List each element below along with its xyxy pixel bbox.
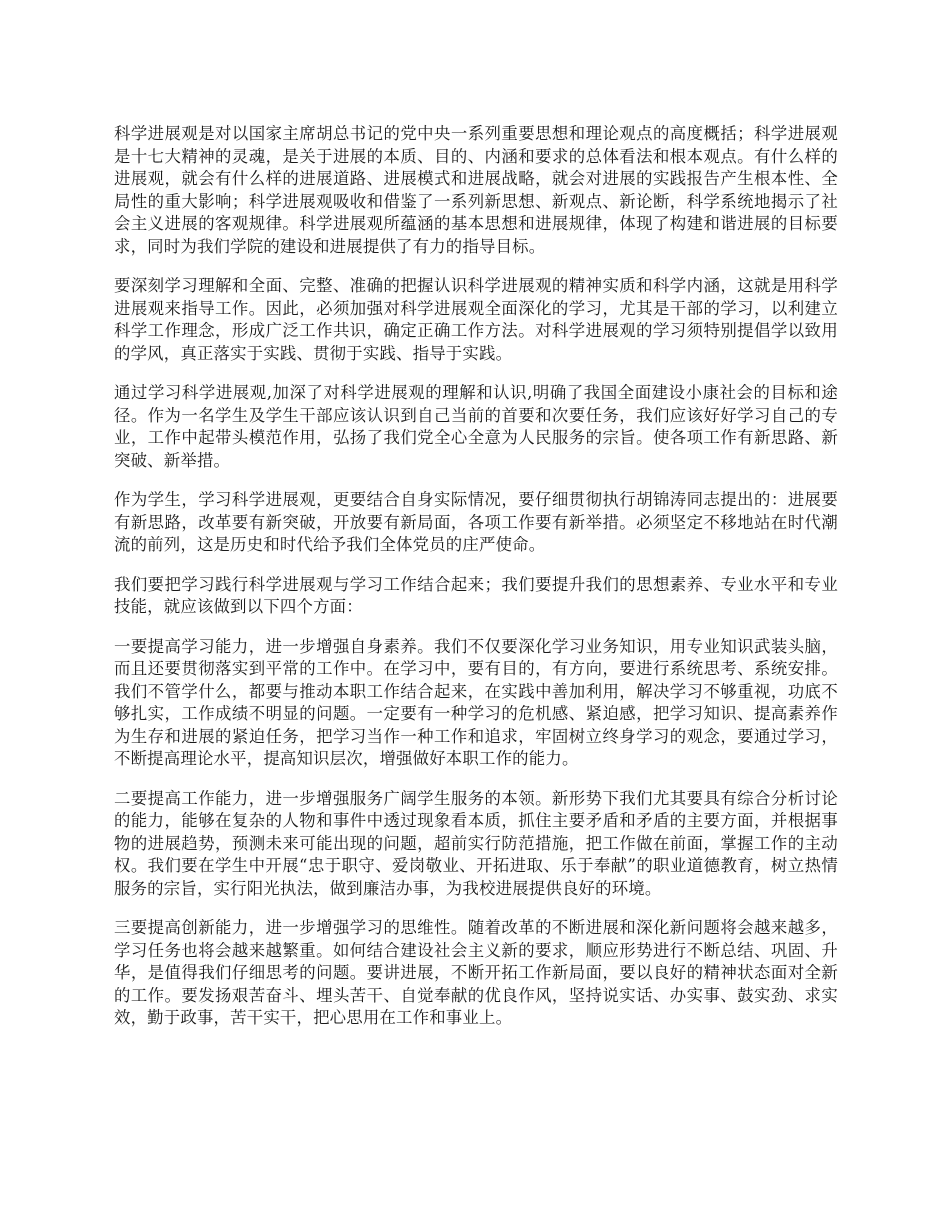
paragraph-2: 要深刻学习理解和全面、完整、准确的把握认识科学进展观的精神实质和科学内涵，这就是用科学进展观来指导工作。因此，必须加强对科学进展观全面深化的学习，尤其是干部的学习，以利建立科学工作理念，形成广泛工作共识，确定正确工作方法。对科学进展观的学习须特别提倡学以致用的学风，真正落实于实践、贯彻于实践、指导于实践。	[114, 276, 838, 363]
paragraph-5: 我们要把学习践行科学进展观与学习工作结合起来；我们要提升我们的思想素养、专业水平和专业技能，就应该做到以下四个方面：	[114, 574, 838, 616]
document-body	[114, 123, 838, 1030]
paragraph-8: 三要提高创新能力，进一步增强学习的思维性。随着改革的不断进展和深化新问题将会越来越多，学习任务也将会越来越繁重。如何结合建设社会主义新的要求，顺应形势进行不断总结、巩固、升华，是值得我们仔细思考的问题。要讲进展，不断开拓工作新局面，要以良好的精神状态面对全新的工作。要发扬艰苦奋斗、埋头苦干、自觉奉献的优良作风，坚持说实话、办实事、鼓实劲、求实效，勤于政事，苦干实干，把心思用在工作和事业上。	[114, 918, 838, 1027]
paragraph-4: 作为学生，学习科学进展观，更要结合自身实际情况，要仔细贯彻执行胡锦涛同志提出的：进展要有新思路，改革要有新突破，开放要有新局面，各项工作要有新举措。必须坚定不移地站在时代潮流的前列，这是历史和时代给予我们全体党员的庄严使命。	[114, 490, 838, 554]
paragraph-7: 二要提高工作能力，进一步增强服务广阔学生服务的本领。新形势下我们尤其要具有综合分析讨论的能力，能够在复杂的人物和事件中透过现象看本质，抓住主要矛盾和矛盾的主要方面，并根据事物的进展趋势，预测未来可能出现的问题，超前实行防范措施，把工作做在前面，掌握工作的主动权。我们要在学生中开展“忠于职守、爱岗敬业、开拓进取、乐于奉献”的职业道德教育，树立热情服务的宗旨，实行阳光执法，做到廉洁办事，为我校进展提供良好的环境。	[114, 788, 838, 898]
paragraph-3: 通过学习科学进展观,加深了对科学进展观的理解和认识,明确了我国全面建设小康社会的目标和途径。作为一名学生及学生干部应该认识到自己当前的首要和次要任务，我们应该好好学习自己的专业，工作中起带头模范作用，弘扬了我们党全心全意为人民服务的宗旨。使各项工作有新思路、新突破、新举措。	[114, 383, 838, 470]
paragraph-1: 科学进展观是对以国家主席胡总书记的党中央一系列重要思想和理论观点的高度概括；科学进展观是十七大精神的灵魂，是关于进展的本质、目的、内涵和要求的总体看法和根本观点。有什么样的进展观，就会有什么样的进展道路、进展模式和进展战略，就会对进展的实践报告产生根本性、全局性的重大影响；科学进展观吸收和借鉴了一系列新思想、新观点、新论断，科学系统地揭示了社会主义进展的客观规律。科学进展观所蕴涵的基本思想和进展规律，体现了构建和谐进展的目标要求，同时为我们学院的建设和进展提供了有力的指导目标。	[114, 124, 838, 256]
paragraph-6: 一要提高学习能力，进一步增强自身素养。我们不仅要深化学习业务知识，用专业知识武装头脑，而且还要贯彻落实到平常的工作中。在学习中，要有目的，有方向，要进行系统思考、系统安排。我们不管学什么，都要与推动本职工作结合起来，在实践中善加利用，解决学习不够重视，功底不够扎实，工作成绩不明显的问题。一定要有一种学习的危机感、紧迫感，把学习知识、提高素养作为生存和进展的紧迫任务，把学习当作一种工作和追求，牢固树立终身学习的观念，要通过学习，不断提高理论水平，提高知识层次，增强做好本职工作的能力。	[114, 636, 838, 768]
